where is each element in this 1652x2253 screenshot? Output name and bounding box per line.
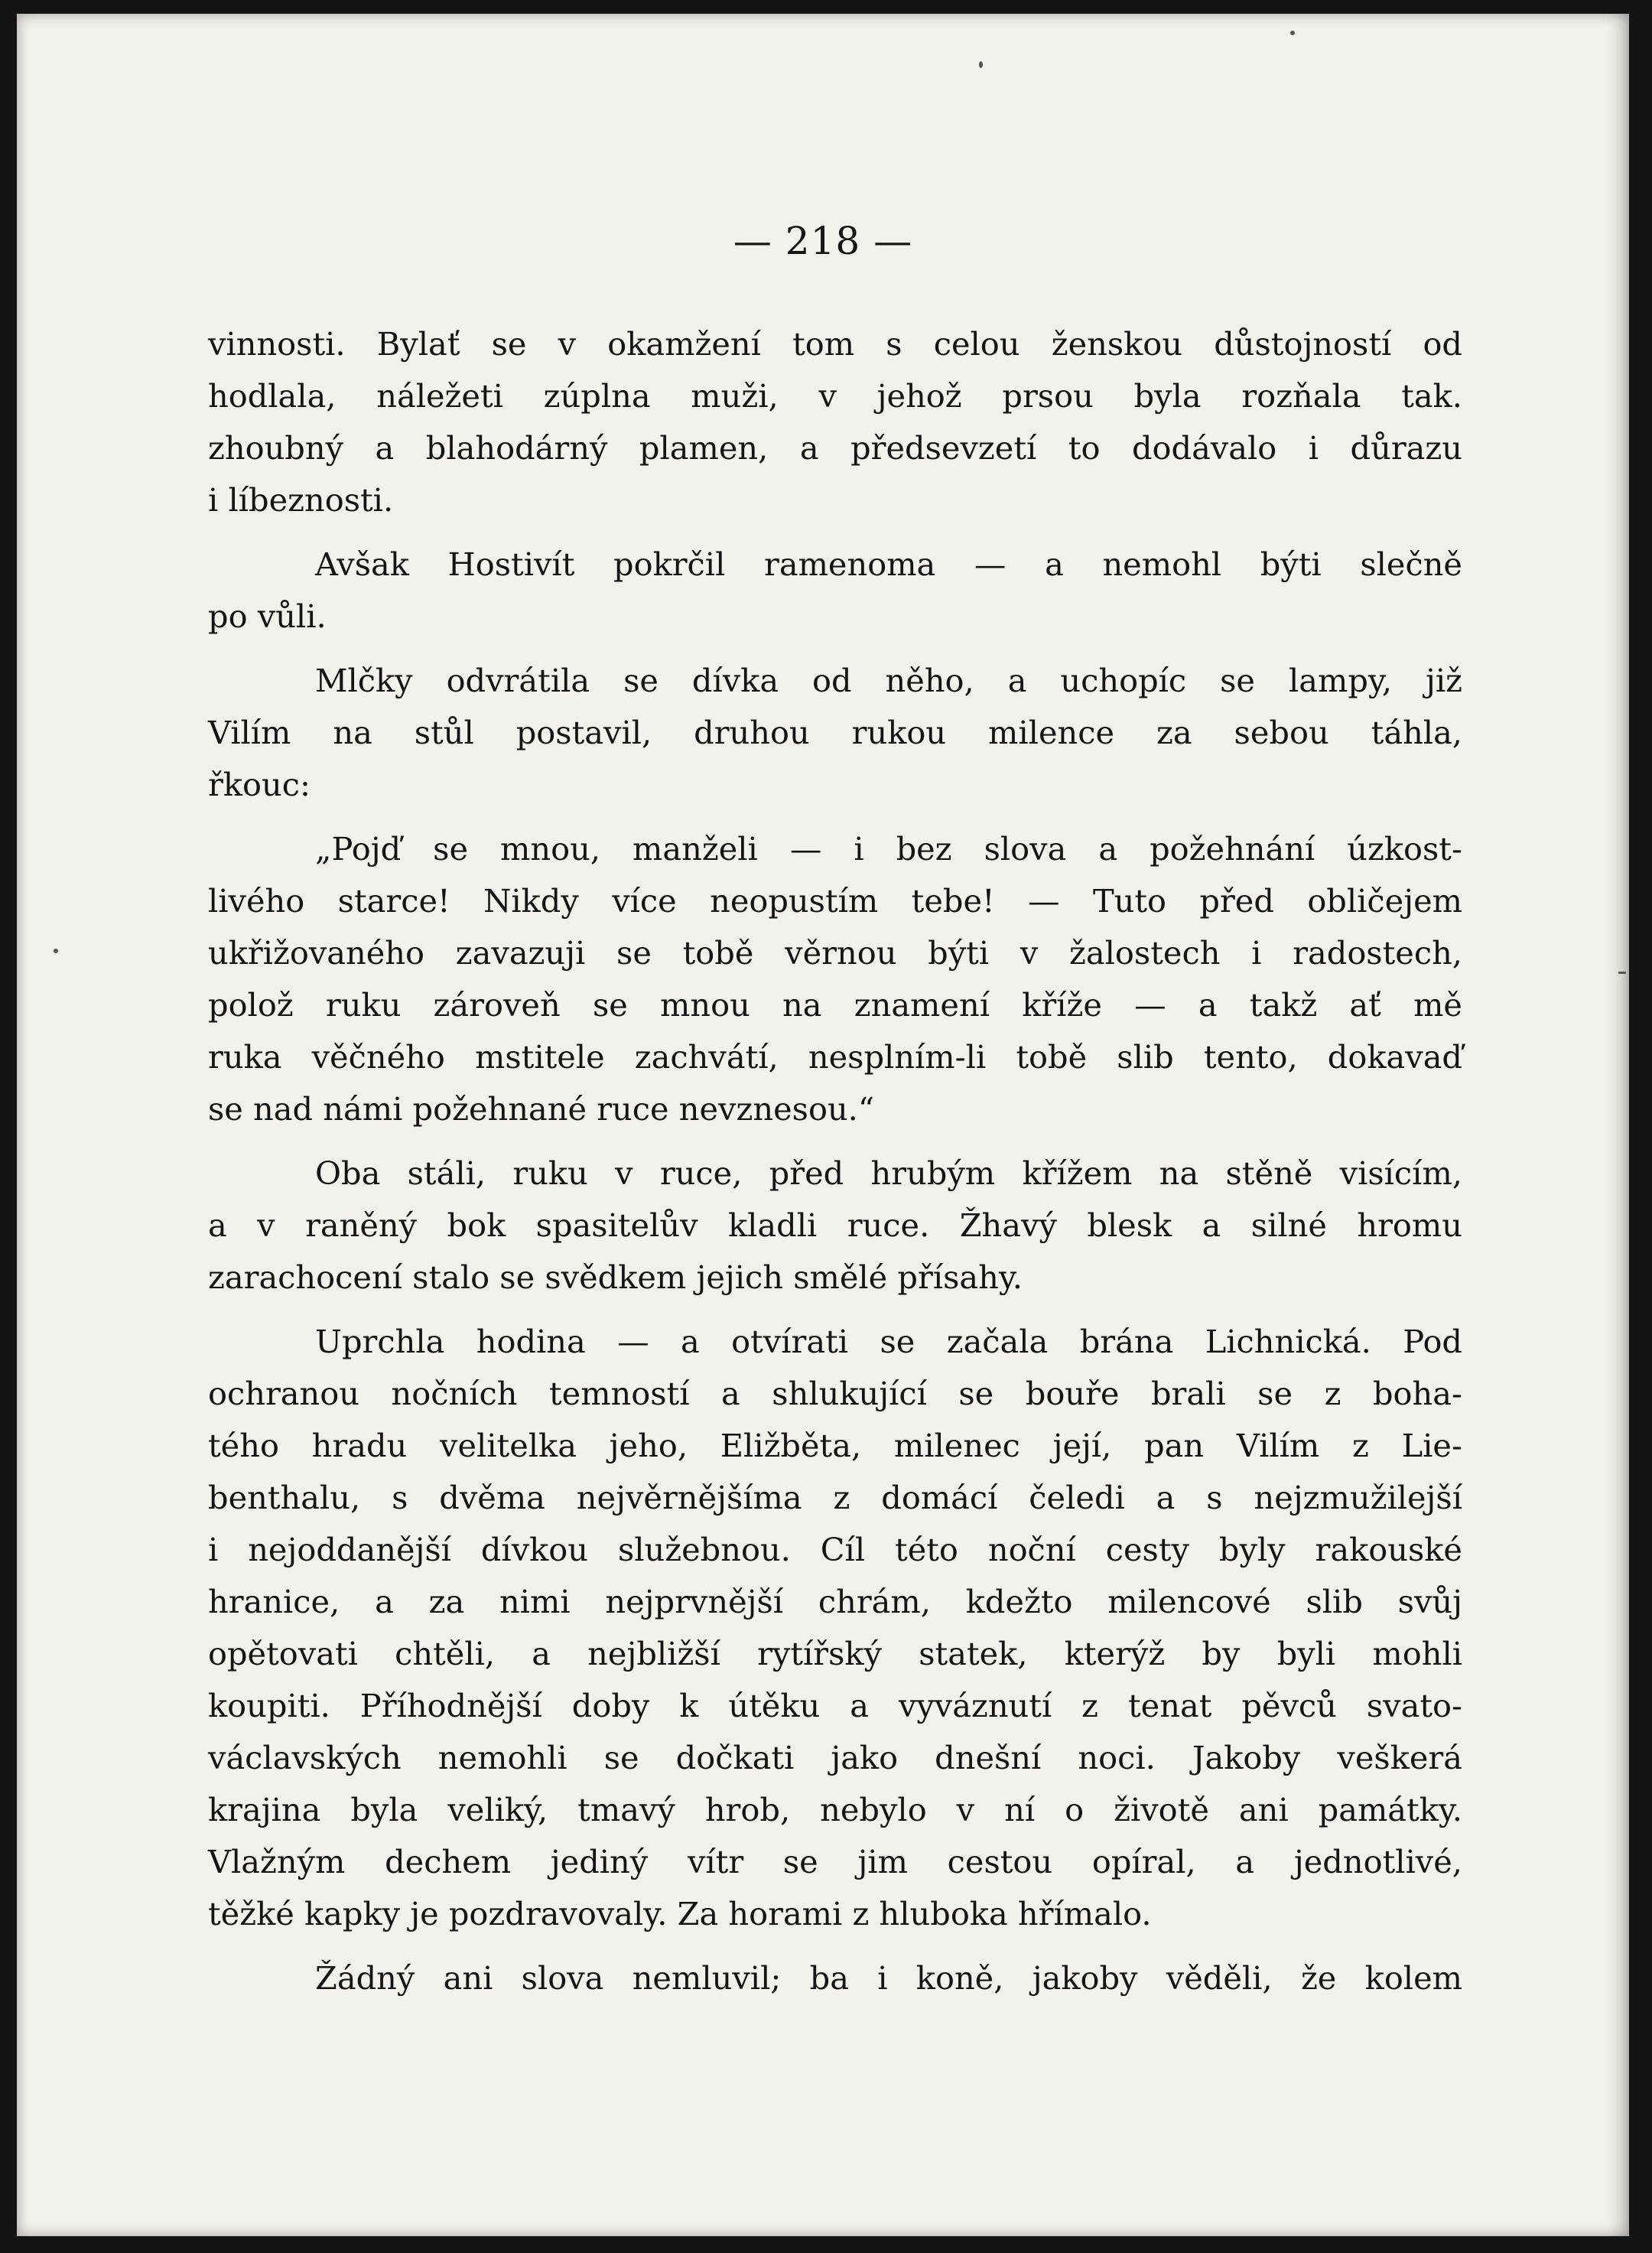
- text-line: tého hradu velitelka jeho, Eližběta, milenec její, pan Vilím z Lie-: [208, 1427, 1462, 1464]
- book-page: [17, 14, 1629, 2236]
- text-line: polož ruku zároveň se mnou na znamení kříže — a takž ať mě: [208, 986, 1462, 1024]
- paragraph-6: [208, 1316, 1462, 1940]
- paper-speck: [979, 61, 983, 68]
- text-line: vinnosti. Bylať se v okamžení tom s celou ženskou důstojností od: [208, 325, 1462, 363]
- text-line: ukřižovaného zavazuji se tobě věrnou býti v žalostech i radostech,: [208, 934, 1462, 972]
- text-line: Uprchla hodina — a otvírati se začala brána Lichnická. Pod: [315, 1323, 1462, 1360]
- text-line: ruka věčného mstitele zachvátí, nesplním-li tobě slib tento, dokavaď: [208, 1038, 1462, 1076]
- text-line: zhoubný a blahodárný plamen, a předsevzetí to dodávalo i důrazu: [208, 429, 1462, 467]
- text-line: řkouc:: [208, 766, 311, 803]
- paragraph-4: [208, 823, 1462, 1135]
- paper-speck: [1290, 31, 1295, 35]
- text-line: koupiti. Příhodnější doby k útěku a vyváznutí z tenat pěvců svato-: [208, 1687, 1462, 1724]
- text-line: krajina byla veliký, tmavý hrob, nebylo v ní o životě ani památky.: [208, 1791, 1462, 1828]
- text-line: Oba stáli, ruku v ruce, před hrubým křížem na stěně visícím,: [315, 1154, 1462, 1192]
- paragraph-1: [208, 318, 1462, 526]
- text-line: hodlala, náležeti zúplna muži, v jehož prsou byla rozňala tak.: [208, 377, 1462, 415]
- paper-speck: [1618, 972, 1626, 974]
- text-line: Žádný ani slova nemluvil; ba i koně, jakoby věděli, že kolem: [315, 1959, 1462, 1997]
- text-line: po vůli.: [208, 597, 327, 635]
- text-line: Mlčky odvrátila se dívka od něho, a uchopíc se lampy, již: [315, 662, 1462, 699]
- paper-speck: [54, 949, 58, 953]
- text-line: těžké kapky je pozdravovaly. Za horami z hluboka hřímalo.: [208, 1895, 1152, 1932]
- text-line: Avšak Hostivít pokrčil ramenoma — a nemohl býti slečně: [315, 545, 1462, 583]
- text-line: václavských nemohli se dočkati jako dnešní noci. Jakoby veškerá: [208, 1739, 1462, 1776]
- text-line: Vilím na stůl postavil, druhou rukou milence za sebou táhla,: [208, 714, 1462, 751]
- text-line: benthalu, s dvěma nejvěrnějšíma z domácí čeledi a s nejzmužilejší: [208, 1479, 1462, 1516]
- text-line: ochranou nočních temností a shlukující se bouře brali se z boha-: [208, 1375, 1462, 1412]
- text-line: se nad námi požehnané ruce nevznesou.“: [208, 1090, 875, 1128]
- text-line: i nejoddanější dívkou služebnou. Cíl této noční cesty byly rakouské: [208, 1531, 1462, 1568]
- page-edge-shadow: [1606, 14, 1629, 2236]
- paragraph-7: [208, 1952, 1462, 2004]
- paragraph-2: [208, 539, 1462, 643]
- page-number: — 218 —: [733, 219, 913, 263]
- body-text: [208, 318, 1462, 2004]
- text-line: i líbeznosti.: [208, 481, 394, 519]
- text-line: livého starce! Nikdy více neopustím tebe! — Tuto před obličejem: [208, 882, 1462, 920]
- paragraph-3: [208, 655, 1462, 811]
- text-line: zarachocení stalo se svědkem jejich smělé přísahy.: [208, 1258, 1023, 1296]
- text-line: a v raněný bok spasitelův kladli ruce. Žhavý blesk a silné hromu: [208, 1206, 1462, 1244]
- text-line: Vlažným dechem jediný vítr se jim cestou opíral, a jednotlivé,: [208, 1843, 1462, 1880]
- text-line: hranice, a za nimi nejprvnější chrám, kdežto milencové slib svůj: [208, 1583, 1462, 1620]
- text-line: „Pojď se mnou, manželi — i bez slova a požehnání úzkost-: [315, 830, 1462, 868]
- text-line: opětovati chtěli, a nejbližší rytířský statek, kterýž by byli mohli: [208, 1635, 1462, 1672]
- paragraph-5: [208, 1148, 1462, 1304]
